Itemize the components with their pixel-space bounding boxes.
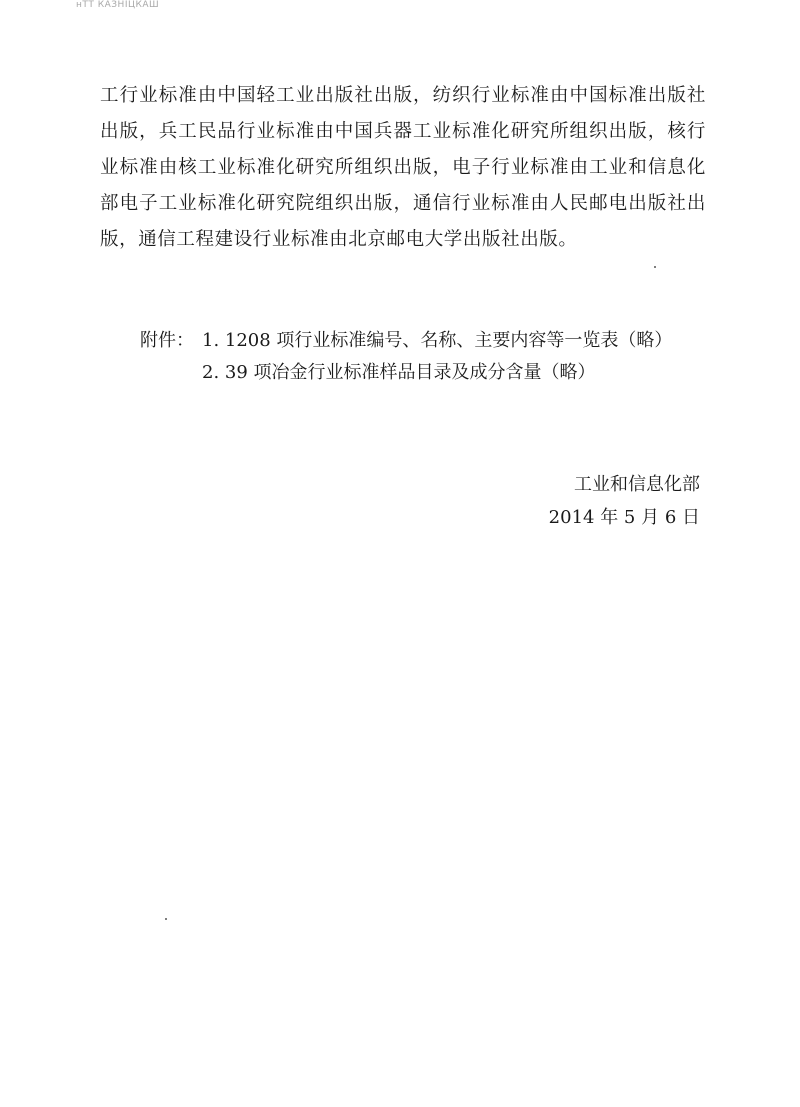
- signature-block: [549, 468, 700, 534]
- signing-date: 2014 年 5 月 6 日: [548, 507, 700, 528]
- body-paragraph: 工行业标准由中国轻工业出版社出版，纺织行业标准由中国标准出版社出版，兵工民品行业标准由中国兵器工业标准化研究所组织出版，核行业标准由核工业标准化研究所组织出版，电子行业标准由工业和信息化部电子工业标准化研究院组织出版，通信行业标准由人民邮电出版社出版，通信工程建设行业标准由北京邮电大学出版社出版。: [100, 85, 706, 250]
- scan-speck: [654, 266, 656, 268]
- attachments-section: [140, 325, 720, 389]
- attachment-item: [140, 325, 720, 357]
- attachment-item-text: 2. 39 项冶金行业标准样品目录及成分含量（略）: [202, 362, 596, 383]
- signing-organization: 工业和信息化部: [574, 474, 700, 495]
- attachments-label: 附件：: [140, 330, 194, 351]
- page-header-mark: нТТ КАЗНІЦКАШ: [76, 0, 160, 10]
- attachment-item: [140, 357, 720, 389]
- scan-speck: [165, 918, 167, 920]
- attachment-item-text: 1. 1208 项行业标准编号、名称、主要内容等一览表（略）: [202, 330, 673, 351]
